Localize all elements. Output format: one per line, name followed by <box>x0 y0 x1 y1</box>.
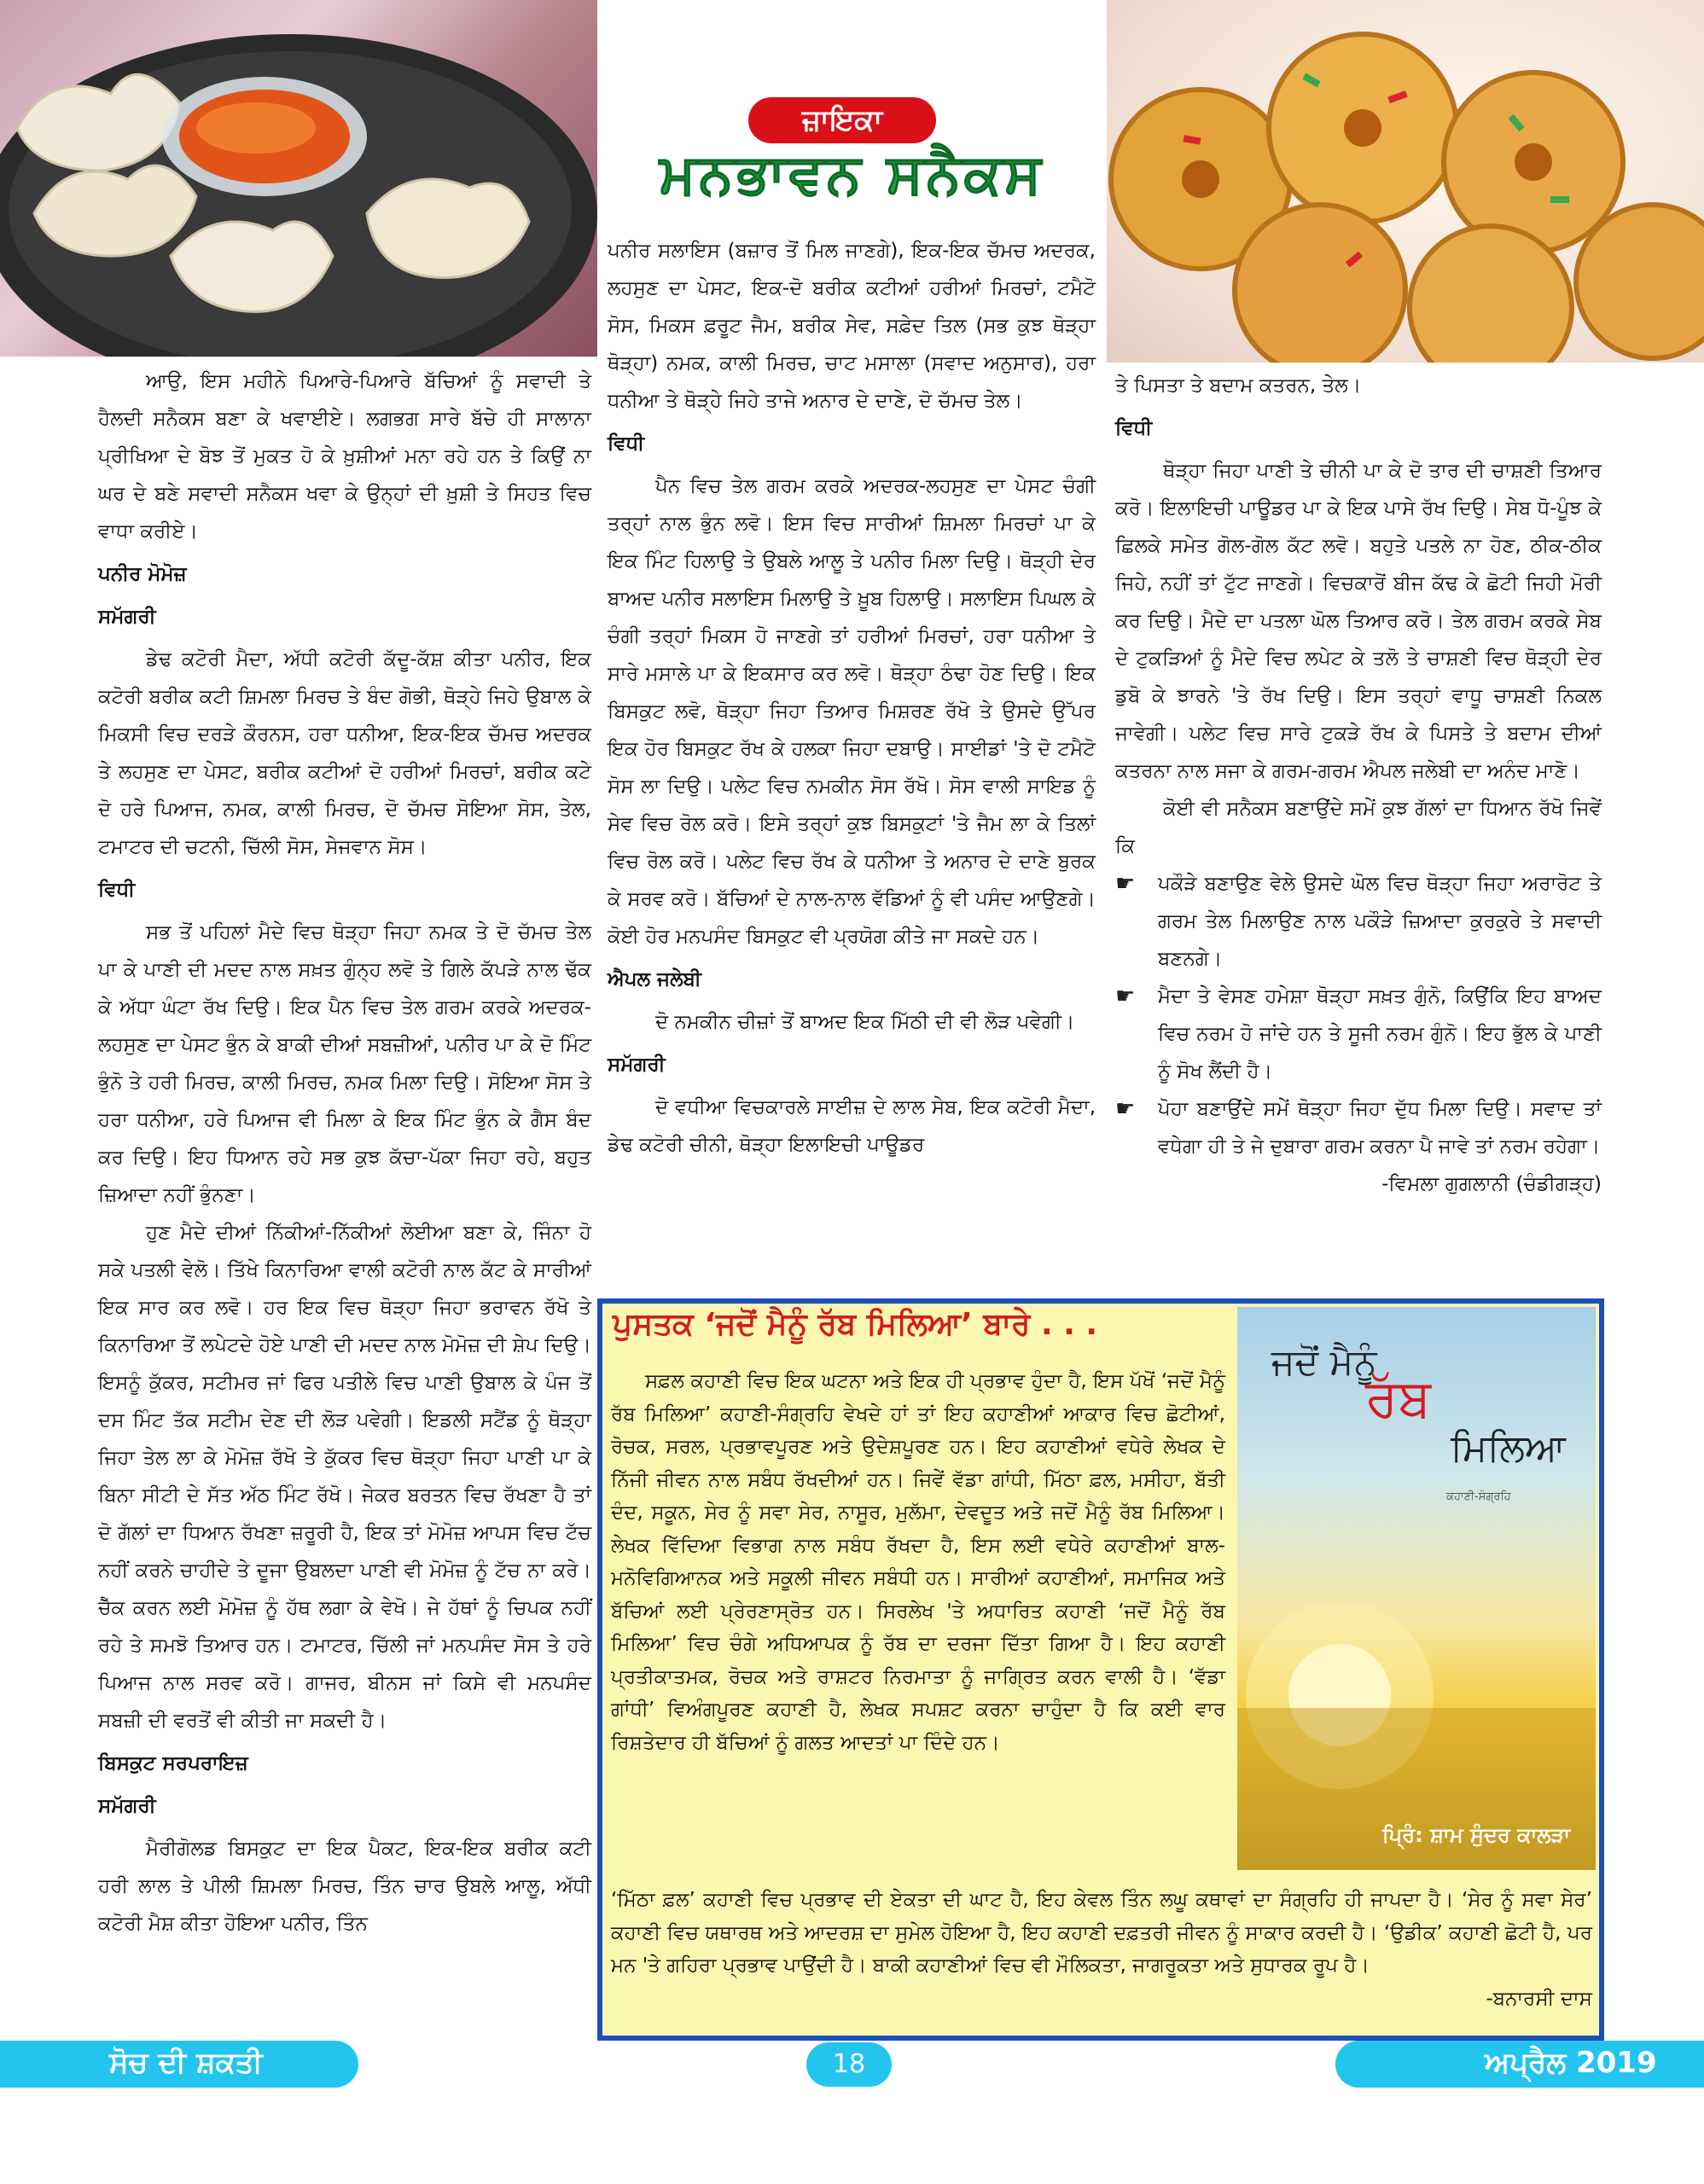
intro-paragraph: ਆਉ, ਇਸ ਮਹੀਨੇ ਪਿਆਰੇ-ਪਿਆਰੇ ਬੱਚਿਆਂ ਨੂੰ ਸਵਾਦੀ ਤੇ ਹੈਲਦੀ ਸਨੈਕਸ ਬਣਾ ਕੇ ਖਵਾਈਏ। ਲਗਭਗ ਸਾਰੇ ਬੱਚੇ ਹੀ ਸਾਲਾਨਾ ਪ੍ਰੀਖਿਆ ਦੇ ਬੋਝ ਤੋਂ ਮੁਕਤ ਹੋ ਕੇ ਖ਼ੁਸ਼ੀਆਂ ਮਨਾ ਰਹੇ ਹਨ ਤੇ ਕਿਉਂ ਨਾ ਘਰ ਦੇ ਬਣੇ ਸਵਾਦੀ ਸਨੈਕਸ ਖਵਾ ਕੇ ਉਨ੍ਹਾਂ ਦੀ ਖ਼ੁਸ਼ੀ ਤੇ ਸਿਹਤ ਵਿਚ ਵਾਧਾ ਕਰੀਏ। <box>98 370 591 543</box>
author-credit: -ਵਿਮਲਾ ਗੁਗਲਾਨੀ (ਚੰਡੀਗੜ੍ਹ) <box>1381 1173 1602 1195</box>
method-paragraph: ਸਭ ਤੋਂ ਪਹਿਲਾਂ ਮੈਦੇ ਵਿਚ ਥੋੜ੍ਹਾ ਜਿਹਾ ਨਮਕ ਤੇ ਦੋ ਚੱਮਚ ਤੇਲ ਪਾ ਕੇ ਪਾਣੀ ਦੀ ਮਦਦ ਨਾਲ ਸਖ਼ਤ ਗੁੰਨ੍ਹ ਲਵੋ ਤੇ ਗਿਲੇ ਕੱਪੜੇ ਨਾਲ ਢੱਕ ਕੇ ਅੱਧਾ ਘੰਟਾ ਰੱਖ ਦਿਉ। ਇਕ ਪੈਨ ਵਿਚ ਤੇਲ ਗਰਮ ਕਰਕੇ ਅਦਰਕ-ਲਹਸੁਣ ਦਾ ਪੇਸਟ ਭੁੰਨ ਕੇ ਬਾਕੀ ਦੀਆਂ ਸਬਜ਼ੀਆਂ, ਪਨੀਰ ਪਾ ਕੇ ਦੋ ਮਿੰਟ ਭੁੰਨੋ ਤੇ ਹਰੀ ਮਿਰਚ, ਕਾਲੀ ਮਿਰਚ, ਨਮਕ ਮਿਲਾ ਦਿਉ। ਸੋਇਆ ਸੋਸ ਤੇ ਹਰਾ ਧਨੀਆ, ਹਰੇ ਪਿਆਜ ਵੀ ਮਿਲਾ ਕੇ ਇਕ ਮਿੰਟ ਭੁੰਨ ਕੇ ਗੈਸ ਬੰਦ ਕਰ ਦਿਉ। ਇਹ ਧਿਆਨ ਰਹੇ ਸਭ ਕੁਝ ਕੱਚਾ-ਪੱਕਾ ਜਿਹਾ ਰਹੇ, ਬਹੁਤ ਜ਼ਿਆਦਾ ਨਹੀਂ ਭੁੰਨਣਾ। <box>98 921 591 1206</box>
heading-method: ਵਿਧੀ <box>98 879 136 901</box>
momos-illustration <box>0 0 597 357</box>
apple-jalebi-photo <box>1107 0 1704 363</box>
book-review-body-wide <box>611 1884 1592 2015</box>
cover-title-line2: ਰੱਬ <box>1365 1367 1432 1429</box>
heading-method: ਵਿਧੀ <box>608 433 645 455</box>
heading-ingredients: ਸਮੱਗਰੀ <box>98 606 156 628</box>
tips-list <box>1115 865 1602 1165</box>
page-number: 18 <box>806 2042 892 2087</box>
book-review-paragraph: ਸਫ਼ਲ ਕਹਾਣੀ ਵਿਚ ਇਕ ਘਟਨਾ ਅਤੇ ਇਕ ਹੀ ਪ੍ਰਭਾਵ ਹੁੰਦਾ ਹੈ, ਇਸ ਪੱਖੋਂ ‘ਜਦੋਂ ਮੈਨੂੰ ਰੱਬ ਮਿਲਿਆ’ ਕਹਾਣੀ-ਸੰਗ੍ਰਹਿ ਵੇਖਦੇ ਹਾਂ ਤਾਂ ਇਹ ਕਹਾਣੀਆਂ ਆਕਾਰ ਵਿਚ ਛੋਟੀਆਂ, ਰੋਚਕ, ਸਰਲ, ਪ੍ਰਭਾਵਪੂਰਣ ਅਤੇ ਉਦੇਸ਼ਪੂਰਣ ਹਨ। ਇਹ ਕਹਾਣੀਆਂ ਵਧੇਰੇ ਲੇਖਕ ਦੇ ਨਿੱਜੀ ਜੀਵਨ ਨਾਲ ਸਬੰਧ ਰੱਖਦੀਆਂ ਹਨ। ਜਿਵੇਂ ਵੱਡਾ ਗਾਂਧੀ, ਮਿੱਠਾ ਫ਼ਲ, ਮਸੀਹਾ, ਬੱਤੀ ਦੰਦ, ਸਕੂਨ, ਸੇਰ ਨੂੰ ਸਵਾ ਸੇਰ, ਨਾਸੂਰ, ਮੁਲੱਮਾ, ਦੇਵਦੂਤ ਅਤੇ ਜਦੋਂ ਮੈਨੂੰ ਰੱਬ ਮਿਲਿਆ। ਲੇਖਕ ਵਿੱਦਿਆ ਵਿਭਾਗ ਨਾਲ ਸਬੰਧ ਰੱਖਦਾ ਹੈ, ਇਸ ਲਈ ਵਧੇਰੇ ਕਹਾਣੀਆਂ ਬਾਲ-ਮਨੋਵਿਗਿਆਨਕ ਅਤੇ ਸਕੂਲੀ ਜੀਵਨ ਸਬੰਧੀ ਹਨ। ਸਾਰੀਆਂ ਕਹਾਣੀਆਂ, ਸਮਾਜਿਕ ਅਤੇ ਬੱਚਿਆਂ ਲਈ ਪ੍ਰੇਰਣਾਸ੍ਰੋਤ ਹਨ। ਸਿਰਲੇਖ 'ਤੇ ਅਧਾਰਿਤ ਕਹਾਣੀ ‘ਜਦੋਂ ਮੈਨੂੰ ਰੱਬ ਮਿਲਿਆ’ ਵਿਚ ਚੰਗੇ ਅਧਿਆਪਕ ਨੂੰ ਰੱਬ ਦਾ ਦਰਜਾ ਦਿੱਤਾ ਗਿਆ ਹੈ। ਇਹ ਕਹਾਣੀ ਪ੍ਰਤੀਕਾਤਮਕ, ਰੋਚਕ ਅਤੇ ਰਾਸ਼ਟਰ ਨਿਰਮਾਤਾ ਨੂੰ ਜਾਗ੍ਰਿਤ ਕਰਨ ਵਾਲੀ ਹੈ। ‘ਵੱਡਾ ਗਾਂਧੀ’ ਵਿਅੰਗਪੂਰਣ ਕਹਾਣੀ ਹੈ, ਲੇਖਕ ਸਪਸ਼ਟ ਕਰਨਾ ਚਾਹੁੰਦਾ ਹੈ ਕਿ ਕਈ ਵਾਰ ਰਿਸ਼ਤੇਦਾਰ ਹੀ ਬੱਚਿਆਂ ਨੂੰ ਗਲਤ ਆਦਤਾਂ ਪਾ ਦਿੰਦੇ ਹਨ। <box>611 1370 1225 1754</box>
ingredients-paragraph: ਦੋ ਵਧੀਆ ਵਿਚਕਾਰਲੇ ਸਾਈਜ਼ ਦੇ ਲਾਲ ਸੇਬ, ਇਕ ਕਟੋਰੀ ਮੈਦਾ, ਡੇਢ ਕਟੋਰੀ ਚੀਨੀ, ਥੋੜ੍ਹਾ ਇਲਾਇਚੀ ਪਾਊਡਰ <box>608 1096 1096 1156</box>
cover-title-line3: ਮਿਲਿਆ <box>1451 1426 1566 1470</box>
ingredients-paragraph: ਮੈਰੀਗੋਲਡ ਬਿਸਕੁਟ ਦਾ ਇਕ ਪੈਕਟ, ਇਕ-ਇਕ ਬਰੀਕ ਕਟੀ ਹਰੀ ਲਾਲ ਤੇ ਪੀਲੀ ਸ਼ਿਮਲਾ ਮਿਰਚ, ਤਿੰਨ ਚਾਰ ਉਬਲੇ ਆਲੂ, ਅੱਧੀ ਕਟੋਰੀ ਮੈਸ਼ ਕੀਤਾ ਹੋਇਆ ਪਨੀਰ, ਤਿੰਨ <box>98 1838 591 1935</box>
book-review-title: ਪੁਸਤਕ ‘ਜਦੋਂ ਮੈਨੂੰ ਰੱਬ ਮਿਲਿਆ’ ਬਾਰੇ . . . <box>613 1307 1098 1342</box>
book-review-paragraph: ‘ਮਿੱਠਾ ਫ਼ਲ’ ਕਹਾਣੀ ਵਿਚ ਪ੍ਰਭਾਵ ਦੀ ਏਕਤਾ ਦੀ ਘਾਟ ਹੈ, ਇਹ ਕੇਵਲ ਤਿੰਨ ਲਘੂ ਕਥਾਵਾਂ ਦਾ ਸੰਗ੍ਰਹਿ ਹੀ ਜਾਪਦਾ ਹੈ। ‘ਸੇਰ ਨੂੰ ਸਵਾ ਸੇਰ’ ਕਹਾਣੀ ਵਿਚ ਯਥਾਰਥ ਅਤੇ ਆਦਰਸ਼ ਦਾ ਸੁਮੇਲ ਹੋਇਆ ਹੈ, ਇਹ ਕਹਾਣੀ ਦਫ਼ਤਰੀ ਜੀਵਨ ਨੂੰ ਸਾਕਾਰ ਕਰਦੀ ਹੈ। ‘ਉਡੀਕ’ ਕਹਾਣੀ ਛੋਟੀ ਹੈ, ਪਰ ਮਨ 'ਤੇ ਗਹਿਰਾ ਪ੍ਰਭਾਵ ਪਾਉਂਦੀ ਹੈ। ਬਾਕੀ ਕਹਾਣੀਆਂ ਵਿਚ ਵੀ ਮੌਲਿਕਤਾ, ਜਾਗਰੂਕਤਾ ਅਤੇ ਸੁਧਾਰਕ ਰੂਪ ਹੈ। <box>611 1889 1592 1977</box>
book-cover <box>1237 1307 1596 1870</box>
heading-ingredients: ਸਮੱਗਰੀ <box>98 1795 156 1817</box>
apple-jalebi-illustration <box>1107 0 1704 363</box>
cover-title-line1: ਜਦੋਂ ਮੈਨੂੰ <box>1271 1341 1377 1383</box>
section-kicker: ਜ਼ਾਇਕਾ <box>748 97 936 143</box>
page-title: ਮਨਭਾਵਨ ਸਨੈਕਸ <box>660 143 1044 206</box>
ingredients-continued: ਪਨੀਰ ਸਲਾਇਸ (ਬਜ਼ਾਰ ਤੋਂ ਮਿਲ ਜਾਣਗੇ), ਇਕ-ਇਕ ਚੱਮਚ ਅਦਰਕ, ਲਹਸੁਣ ਦਾ ਪੇਸਟ, ਇਕ-ਦੋ ਬਰੀਕ ਕਟੀਆਂ ਹਰੀਆਂ ਮਿਰਚਾਂ, ਟਮੈਟੋ ਸੋਸ, ਮਿਕਸ ਫ਼ਰੂਟ ਜੈਮ, ਬਰੀਕ ਸੇਵ, ਸਫ਼ੇਦ ਤਿਲ (ਸਭ ਕੁਝ ਥੋੜ੍ਹਾ ਥੋੜ੍ਹਾ) ਨਮਕ, ਕਾਲੀ ਮਿਰਚ, ਚਾਟ ਮਸਾਲਾ (ਸਵਾਦ ਅਨੁਸਾਰ), ਹਰਾ ਧਨੀਆ ਤੇ ਥੋੜ੍ਹੇ ਜਿਹੇ ਤਾਜੇ ਅਨਾਰ ਦੇ ਦਾਣੇ, ਦੋ ਚੱਮਚ ਤੇਲ। <box>608 240 1096 412</box>
method-paragraph: ਥੋੜ੍ਹਾ ਜਿਹਾ ਪਾਣੀ ਤੇ ਚੀਨੀ ਪਾ ਕੇ ਦੋ ਤਾਰ ਦੀ ਚਾਸ਼ਣੀ ਤਿਆਰ ਕਰੋ। ਇਲਾਇਚੀ ਪਾਊਡਰ ਪਾ ਕੇ ਇਕ ਪਾਸੇ ਰੱਖ ਦਿਉ। ਸੇਬ ਧੋ-ਪੂੰਝ ਕੇ ਛਿਲਕੇ ਸਮੇਤ ਗੋਲ-ਗੋਲ ਕੱਟ ਲਵੋ। ਬਹੁਤੇ ਪਤਲੇ ਨਾ ਹੋਣ, ਠੀਕ-ਠੀਕ ਜਿਹੇ, ਨਹੀਂ ਤਾਂ ਟੁੱਟ ਜਾਣਗੇ। ਵਿਚਕਾਰੋਂ ਬੀਜ ਕੱਢ ਕੇ ਛੋਟੀ ਜਿਹੀ ਮੋਰੀ ਕਰ ਦਿਉ। ਮੈਦੇ ਦਾ ਪਤਲਾ ਘੋਲ ਤਿਆਰ ਕਰੋ। ਤੇਲ ਗਰਮ ਕਰਕੇ ਸੇਬ ਦੇ ਟੁਕੜਿਆਂ ਨੂੰ ਮੈਦੇ ਵਿਚ ਲਪੇਟ ਕੇ ਤਲੋ ਤੇ ਚਾਸ਼ਣੀ ਵਿਚ ਥੋੜ੍ਹੀ ਦੇਰ ਡੁਬੋ ਕੇ ਝਾਰਨੇ 'ਤੇ ਰੱਖ ਦਿਉ। ਇਸ ਤਰ੍ਹਾਂ ਵਾਧੂ ਚਾਸ਼ਣੀ ਨਿਕਲ ਜਾਵੇਗੀ। ਪਲੇਟ ਵਿਚ ਸਾਰੇ ਟੁਕੜੇ ਰੱਖ ਕੇ ਪਿਸਤੇ ਤੇ ਬਦਾਮ ਦੀਆਂ ਕਤਰਨਾ ਨਾਲ ਸਜਾ ਕੇ ਗਰਮ-ਗਰਮ ਐਪਲ ਜਲੇਬੀ ਦਾ ਅਨੰਦ ਮਾਣੋ। <box>1115 460 1602 782</box>
pointing-hand-icon: ☛ <box>1115 871 1136 897</box>
tips-intro: ਕੋਈ ਵੀ ਸਨੈਕਸ ਬਣਾਉਂਦੇ ਸਮੇਂ ਕੁਝ ਗੱਲਾਂ ਦਾ ਧਿਆਨ ਰੱਖੋ ਜਿਵੇਂ ਕਿ <box>1115 798 1602 857</box>
heading-paneer-momos: ਪਨੀਰ ਮੋਮੋਜ਼ <box>98 563 187 585</box>
heading-biscuit-surprise: ਬਿਸਕੁਟ ਸਰਪਰਾਇਜ਼ <box>98 1752 248 1774</box>
column-right <box>1115 367 1602 1203</box>
column-left <box>98 363 591 1943</box>
footer-magazine-name: ਸੋਚ ਦੀ ਸ਼ਕਤੀ <box>0 2041 358 2088</box>
heading-apple-jalebi: ਐਪਲ ਜਲੇਬੀ <box>608 968 701 990</box>
tip-item: ☛ ਪੋਹਾ ਬਣਾਉਂਦੇ ਸਮੇਂ ਥੋੜ੍ਹਾ ਜਿਹਾ ਦੁੱਧ ਮਿਲਾ ਦਿਉ। ਸਵਾਦ ਤਾਂ ਵਧੇਗਾ ਹੀ ਤੇ ਜੇ ਦੁਬਾਰਾ ਗਰਮ ਕਰਨਾ ਪੈ ਜਾਵੇ ਤਾਂ ਨਰਮ ਰਹੇਗਾ। <box>1115 1090 1602 1165</box>
heading-method: ਵਿਧੀ <box>1115 417 1153 439</box>
ingredients-paragraph: ਡੇਢ ਕਟੋਰੀ ਮੈਦਾ, ਅੱਧੀ ਕਟੋਰੀ ਕੱਦੂ-ਕੱਸ਼ ਕੀਤਾ ਪਨੀਰ, ਇਕ ਕਟੋਰੀ ਬਰੀਕ ਕਟੀ ਸ਼ਿਮਲਾ ਮਿਰਚ ਤੇ ਬੰਦ ਗੋਭੀ, ਥੋੜ੍ਹੇ ਜਿਹੇ ਉਬਾਲ ਕੇ ਮਿਕਸੀ ਵਿਚ ਦਰੜੇ ਕੌਰਨਸ, ਹਰਾ ਧਨੀਆ, ਇਕ-ਇਕ ਚੱਮਚ ਅਦਰਕ ਤੇ ਲਹਸੁਣ ਦਾ ਪੇਸਟ, ਬਰੀਕ ਕਟੀਆਂ ਦੋ ਹਰੀਆਂ ਮਿਰਚਾਂ, ਬਰੀਕ ਕਟੇ ਦੋ ਹਰੇ ਪਿਆਜ, ਨਮਕ, ਕਾਲੀ ਮਿਰਚ, ਦੋ ਚੱਮਚ ਸੋਇਆ ਸੋਸ, ਤੇਲ, ਟਮਾਟਰ ਦੀ ਚਟਨੀ, ਚਿੱਲੀ ਸੋਸ, ਸੇਜਵਾਨ ਸੋਸ। <box>98 648 591 858</box>
footer-issue-date: ਅਪ੍ਰੈਲ 2019 <box>1335 2041 1704 2088</box>
column-middle <box>608 232 1096 1164</box>
jalebi-intro: ਦੋ ਨਮਕੀਨ ਚੀਜ਼ਾਂ ਤੋਂ ਬਾਅਦ ਇਕ ਮਿੱਠੀ ਦੀ ਵੀ ਲੋੜ ਪਵੇਗੀ। <box>655 1011 1075 1033</box>
tip-item: ☛ ਪਕੌੜੇ ਬਣਾਉਣ ਵੇਲੇ ਉਸਦੇ ਘੋਲ ਵਿਚ ਥੋੜ੍ਹਾ ਜਿਹਾ ਅਰਾਰੋਟ ਤੇ ਗਰਮ ਤੇਲ ਮਿਲਾਉਣ ਨਾਲ ਪਕੌੜੇ ਜ਼ਿਆਦਾ ਕੁਰਕੁਰੇ ਤੇ ਸਵਾਦੀ ਬਣਨਗੇ। <box>1115 865 1602 978</box>
method-paragraph: ਹੁਣ ਮੈਦੇ ਦੀਆਂ ਨਿੱਕੀਆਂ-ਨਿੱਕੀਆਂ ਲੋਈਆ ਬਣਾ ਕੇ, ਜਿੰਨਾ ਹੋ ਸਕੇ ਪਤਲੀ ਵੇਲੋ। ਤਿੱਖੇ ਕਿਨਾਰਿਆ ਵਾਲੀ ਕਟੋਰੀ ਨਾਲ ਕੱਟ ਕੇ ਸਾਰੀਆਂ ਇਕ ਸਾਰ ਕਰ ਲਵੋ। ਹਰ ਇਕ ਵਿਚ ਥੋੜ੍ਹਾ ਜਿਹਾ ਭਰਾਵਨ ਰੱਖੋ ਤੇ ਕਿਨਾਰਿਆ ਤੋਂ ਲਪੇਟਦੇ ਹੋਏ ਪਾਣੀ ਦੀ ਮਦਦ ਨਾਲ ਮੋਮੋਜ਼ ਦੀ ਸ਼ੇਪ ਦਿਉ। ਇਸਨੂੰ ਕੁੱਕਰ, ਸਟੀਮਰ ਜਾਂ ਫਿਰ ਪਤੀਲੇ ਵਿਚ ਪਾਣੀ ਉਬਾਲ ਕੇ ਪੰਜ ਤੋਂ ਦਸ ਮਿੰਟ ਤੱਕ ਸਟੀਮ ਦੇਣ ਦੀ ਲੋੜ ਪਵੇਗੀ। ਇਡਲੀ ਸਟੈਂਡ ਨੂੰ ਥੋੜ੍ਹਾ ਜਿਹਾ ਤੇਲ ਲਾ ਕੇ ਮੋਮੋਜ਼ ਰੱਖੋ ਤੇ ਕੁੱਕਰ ਵਿਚ ਥੋੜ੍ਹਾ ਜਿਹਾ ਪਾਣੀ ਪਾ ਕੇ ਬਿਨਾ ਸੀਟੀ ਦੇ ਸੱਤ ਅੱਠ ਮਿੰਟ ਰੱਖੋ। ਜੇਕਰ ਬਰਤਨ ਵਿਚ ਰੱਖਣਾ ਹੈ ਤਾਂ ਦੋ ਗੱਲਾਂ ਦਾ ਧਿਆਨ ਰੱਖਣਾ ਜ਼ਰੂਰੀ ਹੈ, ਇਕ ਤਾਂ ਮੋਮੋਜ਼ ਆਪਸ ਵਿਚ ਟੱਚ ਨਹੀਂ ਕਰਨੇ ਚਾਹੀਦੇ ਤੇ ਦੂਜਾ ਉਬਲਦਾ ਪਾਣੀ ਵੀ ਮੋਮੋਜ਼ ਨੂੰ ਟੱਚ ਨਾ ਕਰੇ। ਚੈੱਕ ਕਰਨ ਲਈ ਮੋਮੋਜ਼ ਨੂੰ ਹੱਥ ਲਗਾ ਕੇ ਵੇਖੋ। ਜੇ ਹੱਥਾਂ ਨੂੰ ਚਿਪਕ ਨਹੀਂ ਰਹੇ ਤੇ ਸਮਝੋ ਤਿਆਰ ਹਨ। ਟਮਾਟਰ, ਚਿੱਲੀ ਜਾਂ ਮਨਪਸੰਦ ਸੋਸ ਤੇ ਹਰੇ ਪਿਆਜ ਨਾਲ ਸਰਵ ਕਰੋ। ਗਾਜਰ, ਬੀਨਸ ਜਾਂ ਕਿਸੇ ਵੀ ਮਨਪਸੰਦ ਸਬਜ਼ੀ ਦੀ ਵਰਤੋਂ ਵੀ ਕੀਤੀ ਜਾ ਸਕਦੀ ਹੈ। <box>98 1222 591 1732</box>
momos-photo <box>0 0 597 357</box>
method-paragraph: ਪੈਨ ਵਿਚ ਤੇਲ ਗਰਮ ਕਰਕੇ ਅਦਰਕ-ਲਹਸੁਣ ਦਾ ਪੇਸਟ ਚੰਗੀ ਤਰ੍ਹਾਂ ਨਾਲ ਭੁੰਨ ਲਵੋ। ਇਸ ਵਿਚ ਸਾਰੀਆਂ ਸ਼ਿਮਲਾ ਮਿਰਚਾਂ ਪਾ ਕੇ ਇਕ ਮਿੰਟ ਹਿਲਾਉ ਤੇ ਉਬਲੇ ਆਲੂ ਤੇ ਪਨੀਰ ਮਿਲਾ ਦਿਉ। ਥੋੜ੍ਹੀ ਦੇਰ ਬਾਅਦ ਪਨੀਰ ਸਲਾਇਸ ਮਿਲਾਉ ਤੇ ਖ਼ੂਬ ਹਿਲਾਉ। ਸਲਾਇਸ ਪਿਘਲ ਕੇ ਚੰਗੀ ਤਰ੍ਹਾਂ ਮਿਕਸ ਹੋ ਜਾਣਗੇ ਤਾਂ ਹਰੀਆਂ ਮਿਰਚਾਂ, ਹਰਾ ਧਨੀਆ ਤੇ ਸਾਰੇ ਮਸਾਲੇ ਪਾ ਕੇ ਇਕਸਾਰ ਕਰ ਲਵੋ। ਥੋੜ੍ਹਾ ਠੰਢਾ ਹੋਣ ਦਿਉ। ਇਕ ਬਿਸਕੁਟ ਲਵੋ, ਥੋੜ੍ਹਾ ਜਿਹਾ ਤਿਆਰ ਮਿਸ਼ਰਣ ਰੱਖੋ ਤੇ ਉਸਦੇ ਉੱਪਰ ਇਕ ਹੋਰ ਬਿਸਕੁਟ ਰੱਖ ਕੇ ਹਲਕਾ ਜਿਹਾ ਦਬਾਉ। ਸਾਈਡਾਂ 'ਤੇ ਦੋ ਟਮੈਟੋ ਸੋਸ ਲਾ ਦਿਉ। ਪਲੇਟ ਵਿਚ ਨਮਕੀਨ ਸੋਸ ਰੱਖੋ। ਸੋਸ ਵਾਲੀ ਸਾਇਡ ਨੂੰ ਸੇਵ ਵਿਚ ਰੋਲ ਕਰੋ। ਇਸੇ ਤਰ੍ਹਾਂ ਕੁਝ ਬਿਸਕੁਟਾਂ 'ਤੇ ਜੈਮ ਲਾ ਕੇ ਤਿਲਾਂ ਵਿਚ ਰੋਲ ਕਰੋ। ਪਲੇਟ ਵਿਚ ਰੱਖ ਕੇ ਧਨੀਆ ਤੇ ਅਨਾਰ ਦੇ ਦਾਣੇ ਬੁਰਕ ਕੇ ਸਰਵ ਕਰੋ। ਬੱਚਿਆਂ ਦੇ ਨਾਲ-ਨਾਲ ਵੱਡਿਆਂ ਨੂੰ ਵੀ ਪਸੰਦ ਆਉਣਗੇ। ਕੋਈ ਹੋਰ ਮਨਪਸੰਦ ਬਿਸਕੁਟ ਵੀ ਪ੍ਰਯੋਗ ਕੀਤੇ ਜਾ ਸਕਦੇ ਹਨ। <box>608 475 1096 948</box>
pointing-hand-icon: ☛ <box>1115 1096 1136 1122</box>
cover-author: ਪ੍ਰਿੰ: ਸ਼ਾਮ ਸੁੰਦਰ ਕਾਲੜਾ <box>1382 1823 1571 1847</box>
pointing-hand-icon: ☛ <box>1115 984 1136 1009</box>
book-review-body <box>611 1365 1225 1759</box>
tip-item: ☛ ਮੈਦਾ ਤੇ ਵੇਸਣ ਹਮੇਸ਼ਾ ਥੋੜ੍ਹਾ ਸਖ਼ਤ ਗੁੰਨੋ, ਕਿਉਂਕਿ ਇਹ ਬਾਅਦ ਵਿਚ ਨਰਮ ਹੋ ਜਾਂਦੇ ਹਨ ਤੇ ਸੂਜੀ ਨਰਮ ਗੁੰਨੋ। ਇਹ ਭੁੱਲ ਕੇ ਪਾਣੀ ਨੂੰ ਸੋਖ ਲੈਂਦੀ ਹੈ। <box>1115 978 1602 1090</box>
book-review-signature: -ਬਨਾਰਸੀ ਦਾਸ <box>1486 1987 1592 2010</box>
cover-subtitle: ਕਹਾਣੀ-ਸੰਗ੍ਰਹਿ <box>1446 1490 1511 1503</box>
heading-ingredients: ਸਮੱਗਰੀ <box>608 1054 666 1076</box>
ingredients-continued: ਤੇ ਪਿਸਤਾ ਤੇ ਬਦਾਮ ਕਤਰਨ, ਤੇਲ। <box>1115 375 1362 397</box>
